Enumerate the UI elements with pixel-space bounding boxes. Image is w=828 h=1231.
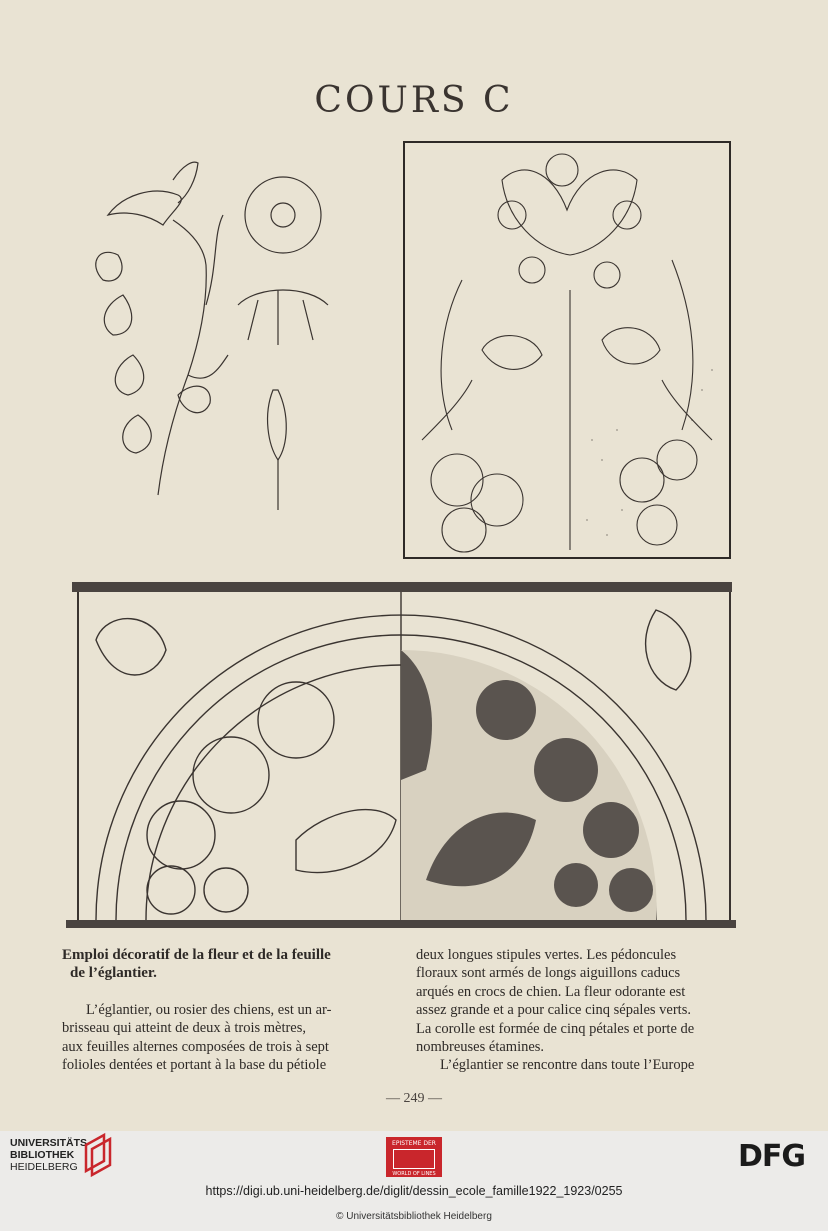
text-line: aux feuilles alternes composées de trois à sept xyxy=(62,1038,329,1055)
text-line: deux longues stipules vertes. Les pédoncules xyxy=(416,947,677,963)
right-text-column xyxy=(416,946,752,1075)
semicircle-ornamental-band xyxy=(66,580,736,932)
episteme-badge[interactable]: EPISTEME DER WORLD OF LINES xyxy=(386,1137,442,1177)
page-title: COURS C xyxy=(314,80,514,121)
text-line: brisseau qui atteint de deux à trois mètres, xyxy=(62,1020,307,1037)
page-number: — 249 — xyxy=(386,1091,442,1106)
text-line: nombreuses étamines. xyxy=(416,1039,545,1056)
text-line: folioles dentées et portant à la base du pétiole xyxy=(62,1057,327,1074)
text-line: floraux sont armés de longs aiguillons caducs xyxy=(416,965,681,982)
left-text-column xyxy=(62,946,390,1074)
text-line: L’églantier, ou rosier des chiens, est un ar- xyxy=(86,1001,332,1018)
rose-branch-illustration xyxy=(78,155,348,515)
permalink[interactable]: https://digi.ub.uni-heidelberg.de/diglit/dessin_ecole_famille1922_1923/0255 xyxy=(205,1184,623,1198)
section-heading-line2: de l’églantier. xyxy=(70,965,157,982)
framed-decorative-panel xyxy=(402,140,732,560)
copyright-notice: © Universitätsbibliothek Heidelberg xyxy=(336,1211,492,1222)
library-logo-icon xyxy=(82,1131,114,1177)
text-line: La corolle est formée de cinq pétales et porte de xyxy=(416,1020,695,1037)
section-heading-line1: Emploi décoratif de la fleur et de la feuille xyxy=(62,947,331,963)
text-line: assez grande et a pour calice cinq sépales verts. xyxy=(416,1002,691,1019)
dfg-logo[interactable]: DFG xyxy=(738,1139,806,1174)
viewer-footer xyxy=(0,1131,828,1231)
library-name: UNIVERSITÄTS- BIBLIOTHEK HEIDELBERG xyxy=(10,1137,91,1173)
text-line: arqués en crocs de chien. La fleur odorante est xyxy=(416,983,686,1000)
text-line: L’églantier se rencontre dans toute l’Europe xyxy=(440,1057,695,1074)
